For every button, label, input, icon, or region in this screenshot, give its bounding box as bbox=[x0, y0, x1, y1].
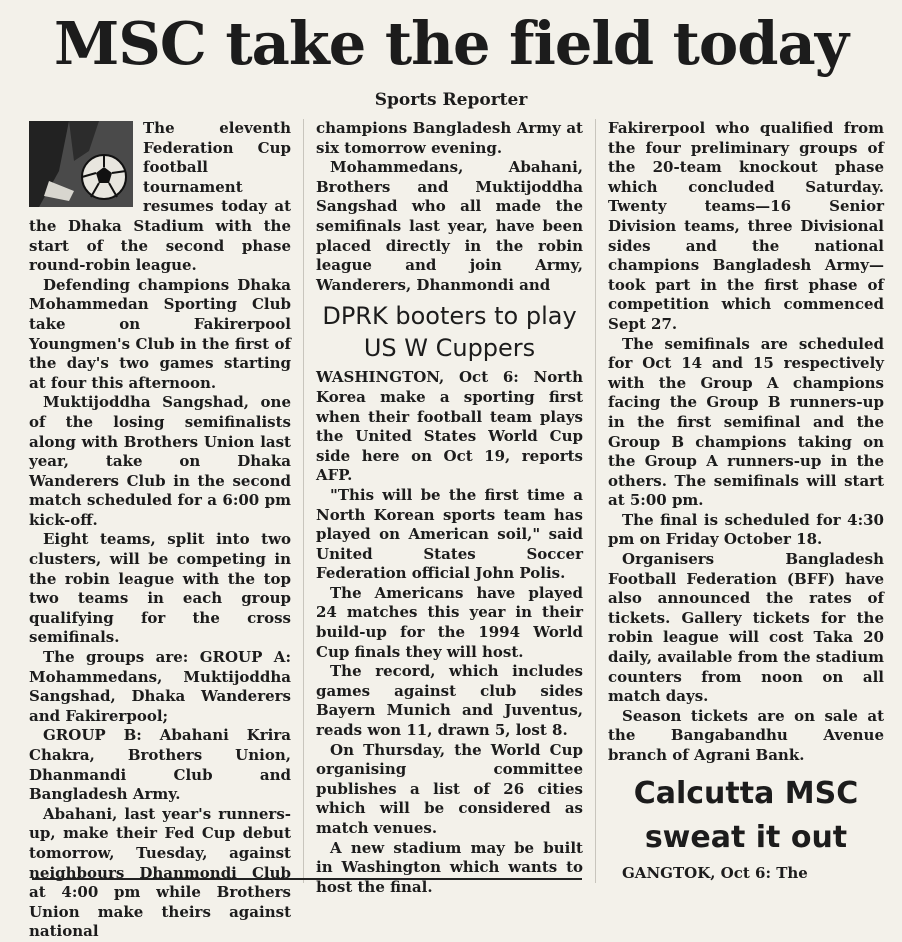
paragraph: Eight teams, split into two clusters, will be competing in the robin league with the top two teams in each group qualifying for the cross semifinals. bbox=[29, 530, 291, 647]
subheadline-dprk: DPRK booters to play US W Cuppers bbox=[322, 302, 577, 363]
paragraph: The final is scheduled for 4:30 pm on Friday October 18. bbox=[608, 510, 884, 549]
paragraph: WASHINGTON, Oct 6: North Korea make a sporting first when their football team plays the United States World Cup side here on Oct 19, reports AFP. bbox=[316, 368, 583, 485]
paragraph: The eleventh Federation Cup football tournament resumes today at the Dhaka Stadium with the start of the second phase round-robin league. bbox=[29, 119, 291, 275]
paragraph: champions Bangladesh Army at six tomorrow evening. bbox=[316, 119, 583, 157]
paragraph: Mohammedans, Abahani, Brothers and Muktijoddha Sangshad who all made the semifinals last year, have been placed directly in the robin league and join Army, Wanderers, Dhanmondi and bbox=[316, 158, 583, 294]
bottom-rule bbox=[32, 878, 582, 884]
paragraph: The groups are: GROUP A: Mohammedans, Muktijoddha Sangshad, Dhaka Wanderers and Fakirerpool; bbox=[29, 648, 291, 725]
paragraph: On Thursday, the World Cup organising committee publishes a list of 26 cities which will be considered as match venues. bbox=[316, 740, 583, 837]
column-2 bbox=[316, 119, 583, 896]
subheadline-calcutta: Calcutta MSC sweat it out bbox=[633, 775, 859, 855]
paragraph: GROUP B: Abahani Krira Chakra, Brothers Union, Dhanmandi Club and Bangladesh Army. bbox=[29, 726, 291, 804]
byline: Sports Reporter bbox=[374, 90, 528, 110]
column-1 bbox=[29, 119, 291, 941]
paragraph: GANGTOK, Oct 6: The bbox=[622, 863, 808, 882]
paragraph: The semifinals are scheduled for Oct 14 and 15 respectively with the Group A champions facing the Group B runners-up in the first semifinal and the Group B champions taking on the Group A runners-up in the others. The semifinals will start at 5:00 pm. bbox=[608, 334, 884, 510]
paragraph: The Americans have played 24 matches this year in their build-up for the 1994 World Cup finals they will host. bbox=[316, 583, 583, 661]
paragraph: Fakirerpool who qualified from the four preliminary groups of the 20-team knockout phase which concluded Saturday. Twenty teams—16 Senior Division teams, three Divisional sides and the national champions Bangladesh Army— took part in the first phase of competition which commenced Sept 27. bbox=[608, 119, 884, 333]
paragraph: Organisers Bangladesh Football Federation (BFF) have also announced the rates of tickets. Gallery tickets for the robin league will cost Taka 20 daily, available from the stadium counters from noon on all match days. bbox=[608, 550, 884, 706]
football-player-photo bbox=[29, 121, 133, 207]
headline: MSC take the field today bbox=[54, 9, 848, 78]
paragraph: Defending champions Dhaka Mohammedan Sporting Club take on Fakirerpool Youngmen's Club in the first of the day's two games starting at four this afternoon. bbox=[29, 275, 291, 392]
column-divider bbox=[595, 119, 596, 883]
paragraph: Muktijoddha Sangshad, one of the losing semifinalists along with Brothers Union last year, take on Dhaka Wanderers Club in the second match scheduled for a 6:00 pm kick-off. bbox=[29, 393, 291, 529]
paragraph: The record, which includes games against club sides Bayern Munich and Juventus, reads won 11, drawn 5, lost 8. bbox=[316, 662, 583, 740]
paragraph: Season tickets are on sale at the Bangabandhu Avenue branch of Agrani Bank. bbox=[608, 706, 884, 764]
paragraph: A new stadium may be built in Washington which wants to host the final. bbox=[316, 838, 583, 896]
column-3 bbox=[608, 119, 884, 883]
paragraph: "This will be the first time a North Korean sports team has played on American soil," said United States Soccer Federation official John Polis. bbox=[316, 485, 583, 583]
column-divider bbox=[303, 119, 304, 883]
paragraph: Abahani, last year's runners-up, make their Fed Cup debut tomorrow, Tuesday, against neighbours Dhanmondi Club at 4:00 pm while Brothers Union make theirs against national bbox=[29, 804, 291, 941]
